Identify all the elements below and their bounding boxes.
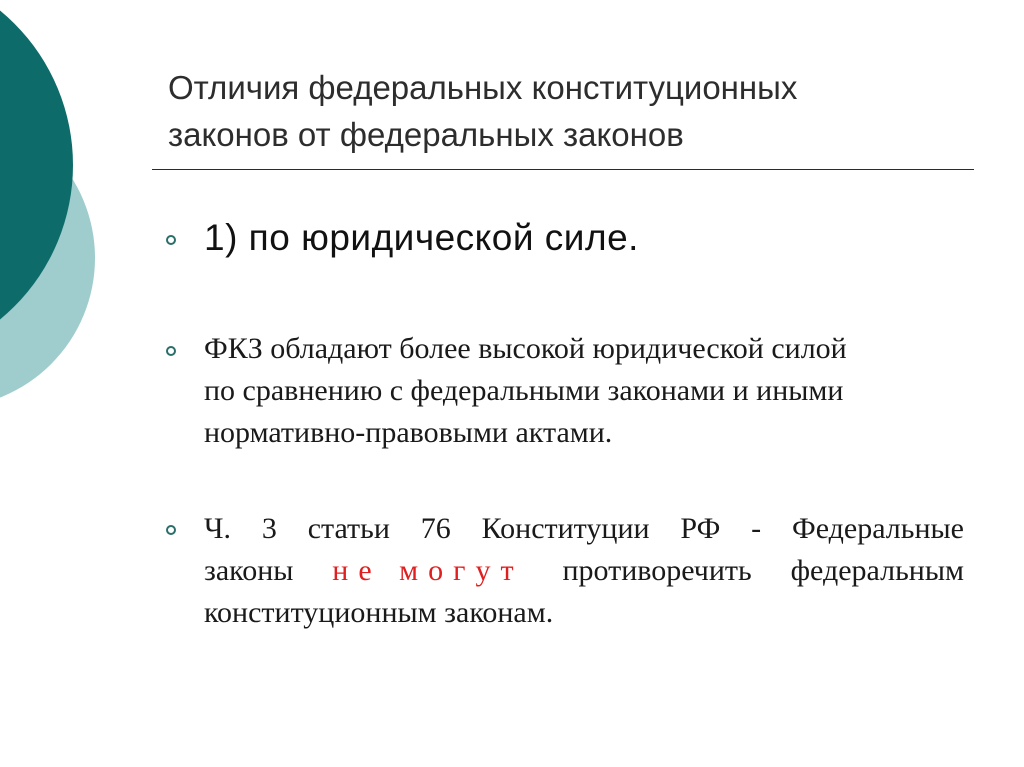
slide-title [168, 64, 968, 158]
item3-word: - [751, 512, 762, 545]
bullet-item-1: 1) по юридической силе. [204, 217, 639, 258]
item3-word: 76 [420, 512, 451, 545]
title-line-2: законов от федеральных законов [168, 116, 684, 153]
title-line-1: Отличия федеральных конституционных [168, 69, 798, 106]
bullet-circle-icon [166, 235, 176, 245]
item3-line-3: конституционным законам. [204, 596, 554, 629]
item3-line-2 [204, 550, 964, 592]
item3-word: Ч. [204, 512, 231, 545]
bullet-item-2 [204, 328, 964, 454]
title-divider [152, 169, 974, 170]
item3-word: 3 [261, 512, 277, 545]
item3-word: Федеральные [792, 512, 964, 545]
bullet-item-3 [204, 508, 964, 634]
highlighted-text: не могут [332, 554, 524, 587]
item3-line-1 [204, 508, 964, 550]
item3-word: РФ [680, 512, 721, 545]
bullet-circle-icon [166, 346, 176, 356]
bullet-circle-icon [166, 525, 176, 535]
item2-line-1: ФКЗ обладают более высокой юридической силой [204, 332, 847, 365]
item3-word: статьи [307, 512, 390, 545]
item3-word: законы [204, 554, 294, 587]
item3-word: федеральным [790, 554, 964, 587]
item3-word: Конституции [481, 512, 650, 545]
item3-word: противоречить [562, 554, 752, 587]
item2-line-3: нормативно-правовыми актами. [204, 416, 613, 449]
item2-line-2: по сравнению с федеральными законами и иными [204, 374, 844, 407]
